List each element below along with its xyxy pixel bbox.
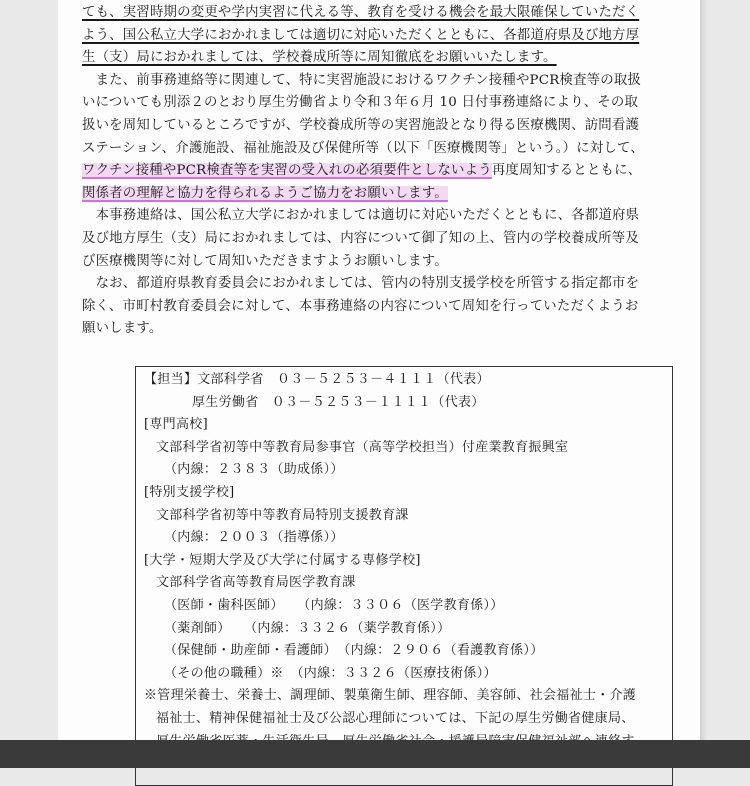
line-text: 本事務連絡は、国公私立大学におかれましては適切に対応いただくとともに、各都道府県 <box>82 208 640 224</box>
line-text: び医療機関等に対して周知いただきますようお願いします。 <box>82 253 448 269</box>
body-line <box>82 205 682 228</box>
contact-line: 文部科学省初等中等教育局参事官（高等学校担当）付産業教育振興室 <box>156 439 569 455</box>
body-line <box>82 160 682 183</box>
contact-line: 福祉士、精神保健福祉士及び公認心理師については、下記の厚生労働省健康局、 <box>156 710 635 726</box>
contact-line: 文部科学省高等教育局医学教育課 <box>156 575 356 591</box>
body-line <box>82 47 682 70</box>
contact-line: （保健師・助産師・看護師） （内線：２９０６（看護教育係）） <box>164 643 544 659</box>
contact-line: ※管理栄養士、栄養士、調理師、製菓衛生師、理容師、美容師、社会福祉士・介護 <box>144 688 637 704</box>
underlined-text: 生（支）局におかれましては、学校養成所等に周知徹底をお願いいたします。 <box>82 50 557 66</box>
body-line <box>82 25 682 48</box>
body-line <box>82 296 682 319</box>
contact-line: 【担当】文部科学省 ０３－５２５３－４１１１（代表） <box>144 372 490 387</box>
highlighted-text: 関係者の理解と協力を得られるようご協力をお願いします。 <box>82 185 448 201</box>
contact-line: [大学・短期大学及び大学に付属する専修学校] <box>144 552 421 568</box>
document-body <box>82 2 682 341</box>
contact-line: （その他の職種）※ （内線：３３２６（医療技術係）） <box>164 665 497 681</box>
contact-line: [専門高校] <box>144 417 208 433</box>
line-text: なお、都道府県教育委員会におかれましては、管内の特別支援学校を所管する指定都市を <box>82 276 640 292</box>
contact-box <box>135 366 673 786</box>
body-line <box>82 2 682 25</box>
line-text: 再度周知するとともに、 <box>491 163 642 179</box>
page-shadow <box>700 0 708 740</box>
body-line <box>82 228 682 251</box>
line-text: いについても別添２のとおり厚生労働省より令和３年６月 10 日付事務連絡により、その取 <box>82 95 639 111</box>
line-text: 扱いを周知しているところですが、学校養成所等の実習施設となり得る医療機関、訪問看護 <box>82 117 640 133</box>
line-text: また、前事務連絡等に関連して、特に実習施設におけるワクチン接種やPCR検査等の取扱 <box>82 72 642 88</box>
body-line <box>82 92 682 115</box>
contact-line: （薬剤師） （内線：３３２６（薬学教育係）） <box>164 620 451 636</box>
body-line <box>82 115 682 138</box>
highlighted-text: ワクチン接種やPCR検査等を実習の受入れの必須要件としないよう <box>82 163 492 179</box>
line-text: 及び地方厚生（支）局におかれましては、内容について御了知の上、管内の学校養成所等及 <box>82 230 639 246</box>
underlined-text: ても、実習時期の変更や学内実習に代える等、教育を受ける機会を最大限確保していただく <box>82 5 640 20</box>
body-line <box>82 138 682 161</box>
body-line <box>82 273 682 296</box>
body-line <box>82 183 682 206</box>
contact-line: （内線：２００３（指導係）） <box>164 530 344 546</box>
body-line <box>82 318 682 341</box>
line-text: 除く、市町村教育委員会に対して、本事務連絡の内容について周知を行っていただくようお <box>82 298 639 314</box>
document-page <box>58 0 700 740</box>
contact-line: （医師・歯科医師） （内線：３３０６（医学教育係）） <box>164 597 504 613</box>
line-text: ステーション、介護施設、福祉施設及び保健所等（以下「医療機関等」という。）に対して、 <box>82 140 644 156</box>
contact-line: 厚生労働省 ０３－５２５３－１１１１（代表） <box>192 394 485 410</box>
contact-line: [特別支援学校] <box>144 484 235 500</box>
contact-line: 文部科学省初等中等教育局特別支援教育課 <box>156 507 409 523</box>
contact-line: （内線：２３８３（助成係）） <box>164 462 344 478</box>
body-line <box>82 70 682 93</box>
body-line <box>82 251 682 274</box>
line-text: 願いします。 <box>82 321 163 337</box>
bottom-toolbar <box>0 740 750 768</box>
underlined-text: よう、国公私立大学におかれましては適切に対応いただくとともに、各都道府県及び地方厚 <box>82 27 640 43</box>
